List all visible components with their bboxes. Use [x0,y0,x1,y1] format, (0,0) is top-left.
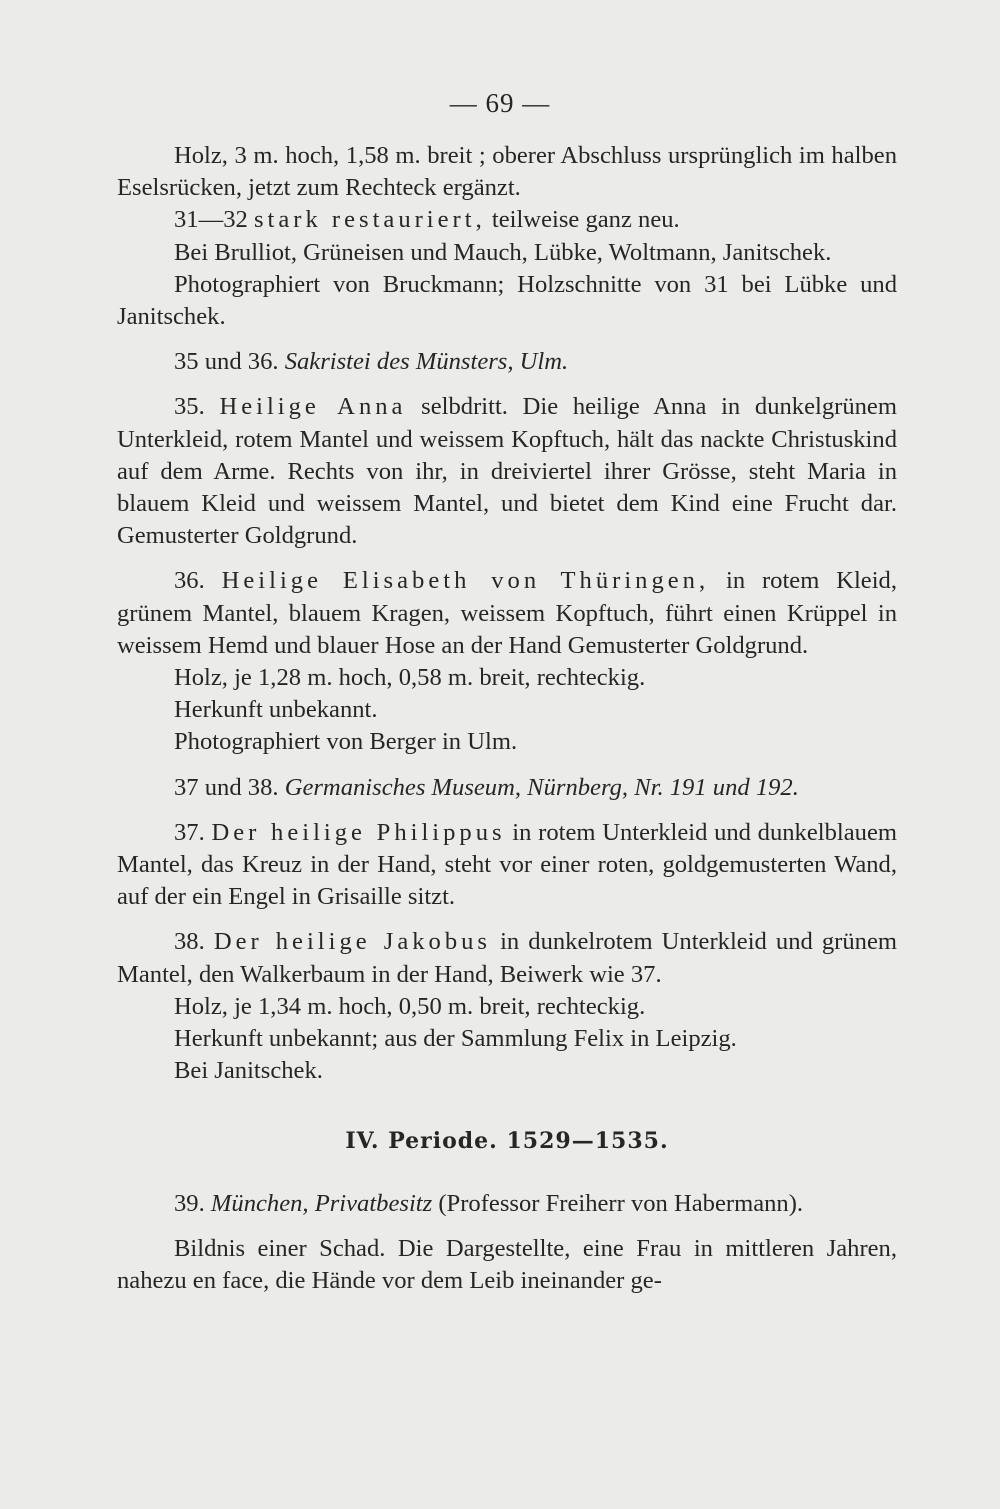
paragraph-text: Bei Janitschek. [174,1057,323,1085]
paragraph-item-38 [117,926,897,990]
location-name: München, Privatbesitz [210,1189,433,1217]
location-heading-ulm [117,346,897,378]
paragraph-item-39 [117,1188,897,1220]
item-numbers: 37 und 38. [174,773,279,801]
paragraph-dimensions-1 [117,140,897,204]
paragraph-portrait-description [117,1233,897,1297]
paragraph-dimensions-2 [117,662,897,694]
paragraph-provenance-2 [117,1023,897,1055]
paragraph-provenance-1 [117,694,897,726]
item-description: in rotem Unterkleid und dunkelblauem Mantel, das Kreuz in der Hand, steht vor einer roten, goldgemusterten Wand, auf der ein Engel in Grisaille sitzt. [117,818,897,911]
location-heading-nuernberg [117,772,897,804]
paragraph-literature-2 [117,1055,897,1087]
item-number: 39. [174,1189,205,1217]
paragraph-literature-1 [117,237,897,269]
paragraph-restoration [117,204,897,236]
paragraph-photographs-1 [117,269,897,333]
item-number: 38. [174,928,205,956]
item-title: Heilige Anna [219,393,407,421]
paragraph-text: teilweise ganz neu. [491,206,680,234]
item-description: in dunkelrotem Unterkleid und grünem Mantel, den Walkerbaum in der Hand, Beiwerk wie 37. [117,928,897,988]
item-number: 37. [174,818,205,846]
paragraph-item-37 [117,817,897,914]
paragraph-text: Holz, je 1,28 m. hoch, 0,58 m. breit, rechteckig. [174,664,646,692]
location-name: Sakristei des Münsters, Ulm. [284,348,569,376]
item-title: Heilige Elisabeth von Thüringen, [221,567,710,595]
item-title: Der heilige Jakobus [213,928,492,956]
body-text [117,140,897,1297]
section-heading: IV. Periode. 1529—1535. [345,1128,669,1155]
item-number: 35. [174,393,205,421]
paragraph-item-35 [117,391,897,552]
paragraph-text: (Professor Freiherr von Habermann). [438,1189,804,1217]
paragraph-text: Bildnis einer Schad. Die Dargestellte, eine Frau in mittleren Jahren, nahezu en face, die Hände vor dem Leib ineinander ge- [117,1234,897,1295]
item-title: Der heilige Philippus [211,818,506,846]
item-numbers: 31—32 [174,206,248,234]
paragraph-text: Photographiert von Bruckmann; Holzschnitte von 31 bei Lübke und Janitschek. [117,270,897,331]
page-number: — 69 — [449,88,551,118]
paragraph-text: Holz, 3 m. hoch, 1,58 m. breit ; oberer Abschluss ursprünglich im halben Eselsrücken, jetzt zum Rechteck ergänzt. [117,142,897,202]
item-description: in rotem Kleid, grünem Mantel, blauem Kragen, weissem Kopftuch, führt einen Krüppel in weissem Hemd und blauer Hose an der Hand Gemusterter Goldgrund. [117,567,897,659]
paragraph-photographs-2 [117,726,897,758]
paragraph-text: Photographiert von Berger in Ulm. [174,728,518,756]
paragraph-dimensions-3 [117,991,897,1023]
item-description: selbdritt. Die heilige Anna in dunkelgrünem Unterkleid, rotem Mantel und weissem Kopftuch, hält das nackte Christuskind auf dem Arme. Rechts von ihr, in dreiviertel ihrer Grösse, steht Maria in blauem Kleid und weissem Mantel, und bietet dem Kind eine Frucht dar. Gemusterter Goldgrund. [117,393,897,550]
location-name: Germanisches Museum, Nürnberg, Nr. 191 und 192. [284,773,799,801]
paragraph-text: Herkunft unbekannt; aus der Sammlung Felix in Leipzig. [174,1025,737,1053]
paragraph-text: Herkunft unbekannt. [174,696,378,724]
paragraph-item-36 [117,565,897,662]
item-numbers: 35 und 36. [174,348,279,376]
spaced-emphasis: stark restauriert, [253,206,486,234]
paragraph-text: Bei Brulliot, Grüneisen und Mauch, Lübke, Woltmann, Janitschek. [174,238,832,266]
paragraph-text: Holz, je 1,34 m. hoch, 0,50 m. breit, rechteckig. [174,992,646,1020]
item-number: 36. [174,567,205,595]
